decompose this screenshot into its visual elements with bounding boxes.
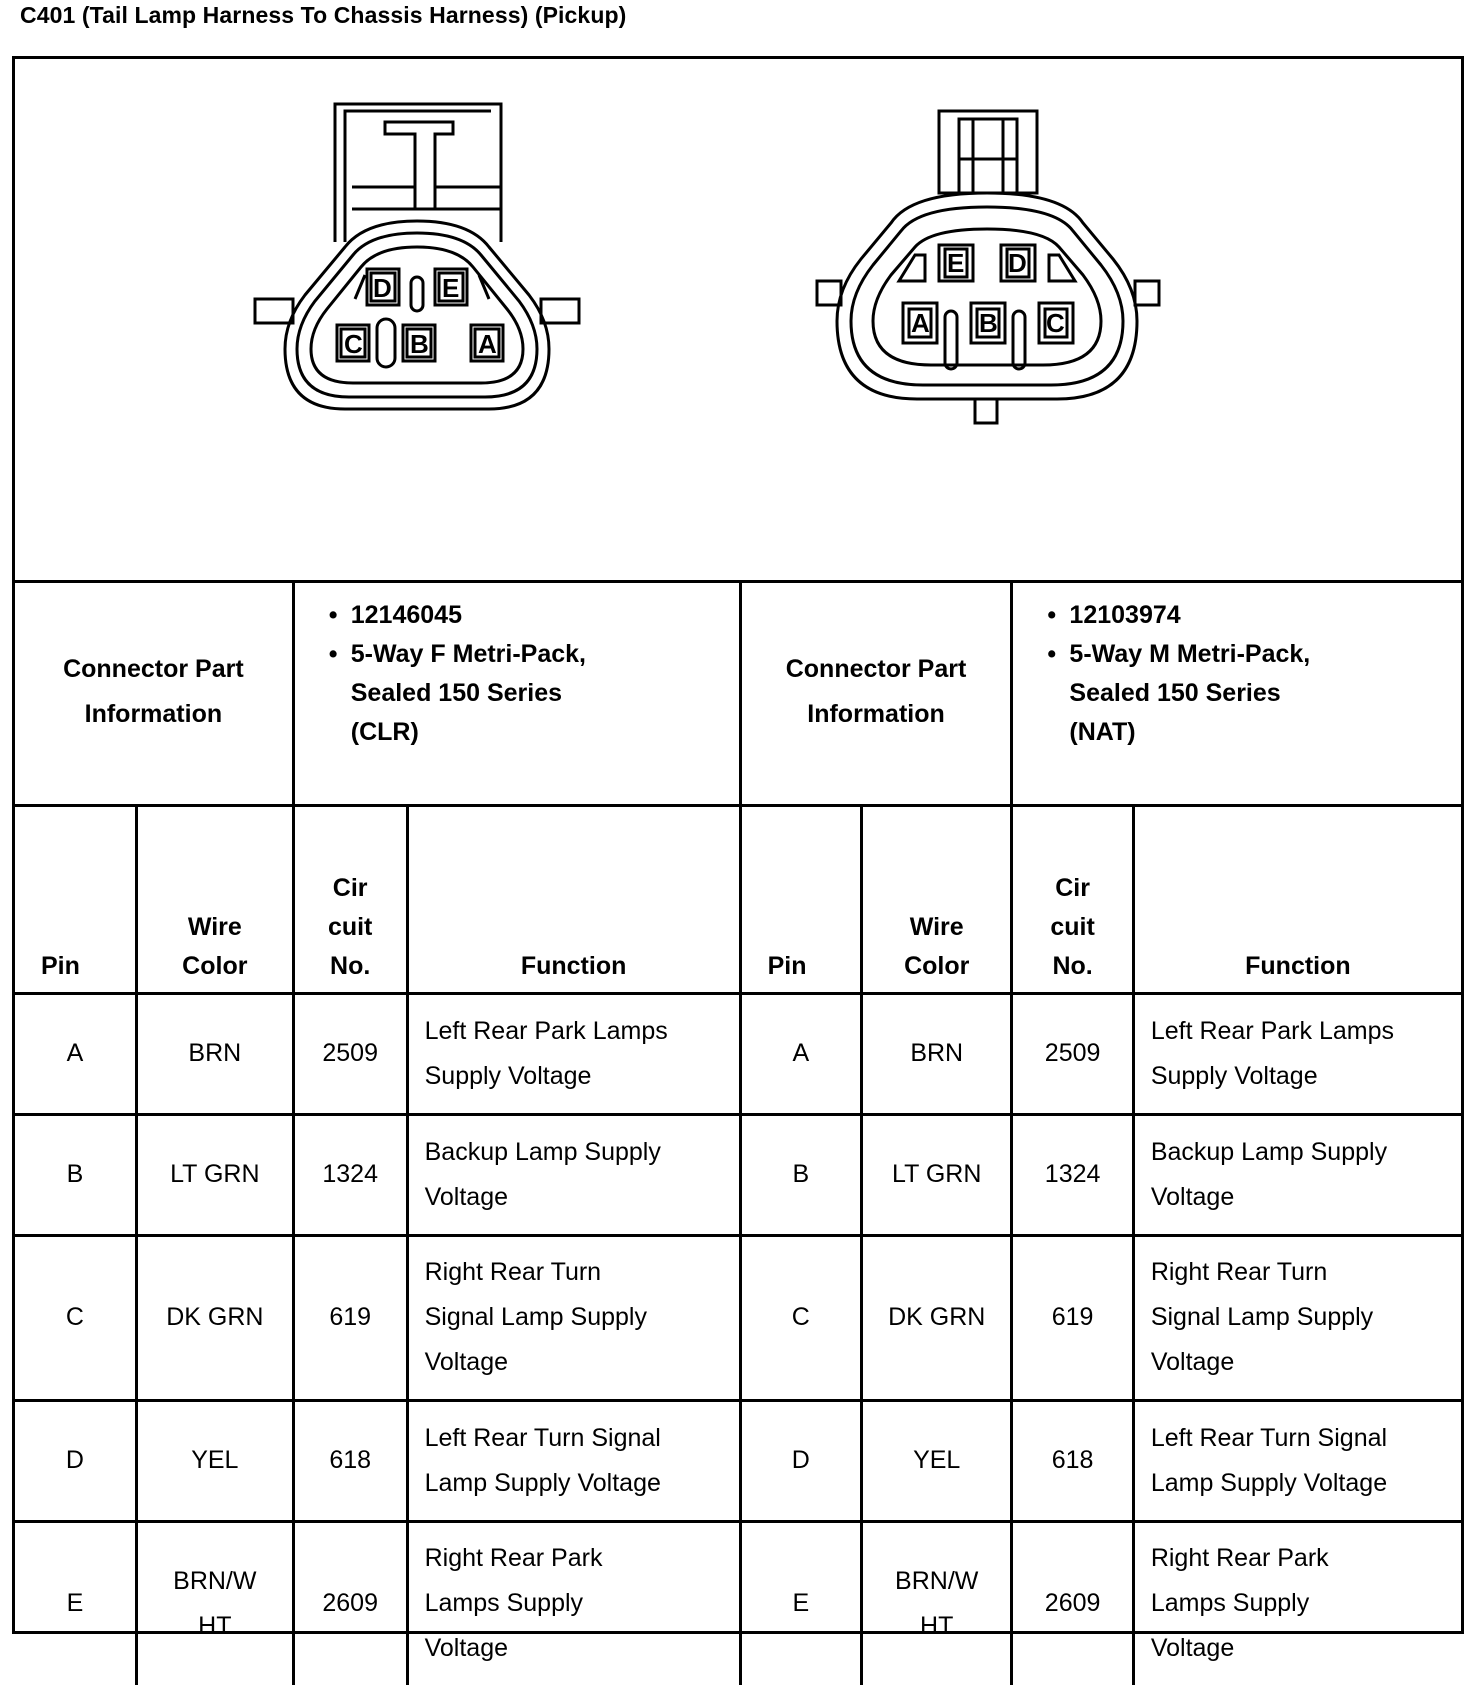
circuit-cell: 1324: [293, 1114, 407, 1235]
left-part-number: 12146045: [350, 601, 462, 629]
table-row: [15, 1521, 1461, 1685]
header-pin: Pin: [740, 805, 861, 993]
wire-color-cell: BRN: [862, 993, 1012, 1114]
header-function: Function: [407, 805, 740, 993]
circuit-cell: 618: [1012, 1400, 1133, 1521]
left-connector-info: • 12146045 • 5-Way F Metri-Pack, Sealed 150 Series (CLR): [293, 580, 740, 805]
wire-color-cell: YEL: [862, 1400, 1012, 1521]
wire-color-cell: DK GRN: [136, 1235, 293, 1400]
header-wire-color: Wire Color: [862, 805, 1012, 993]
function-cell: Right Rear Turn Signal Lamp Supply Voltage: [1133, 1235, 1461, 1400]
function-cell: Left Rear Park Lamps Supply Voltage: [1133, 993, 1461, 1114]
right-connector-info-label: Connector Part Information: [740, 580, 1012, 805]
header-pin: Pin: [15, 805, 136, 993]
left-cavity-label: E: [442, 273, 460, 303]
circuit-cell: 2609: [293, 1521, 407, 1685]
left-cavity-label: A: [478, 329, 497, 359]
wire-color-cell: LT GRN: [136, 1114, 293, 1235]
circuit-cell: 1324: [1012, 1114, 1133, 1235]
pin-cell: C: [740, 1235, 861, 1400]
header-circuit-no: Cir cuit No.: [1012, 805, 1133, 993]
wire-color-cell: BRN: [136, 993, 293, 1114]
left-part-description: 5-Way F Metri-Pack, Sealed 150 Series (CLR): [350, 640, 587, 746]
circuit-cell: 2609: [1012, 1521, 1133, 1685]
pin-cell: C: [15, 1235, 136, 1400]
header-circuit-no: Cir cuit No.: [293, 805, 407, 993]
pinout-table: [15, 580, 1461, 1685]
table-row: [15, 1114, 1461, 1235]
function-cell: Backup Lamp Supply Voltage: [407, 1114, 740, 1235]
right-cavity-label: D: [1008, 248, 1027, 278]
header-function: Function: [1133, 805, 1461, 993]
function-cell: Backup Lamp Supply Voltage: [1133, 1114, 1461, 1235]
left-connector-info-label: Connector Part Information: [15, 580, 293, 805]
pin-cell: E: [740, 1521, 861, 1685]
right-connector-info: • 12103974 • 5-Way M Metri-Pack, Sealed 150 Series (NAT): [1012, 580, 1461, 805]
right-cavity-label: B: [979, 308, 998, 338]
right-part-description: 5-Way M Metri-Pack, Sealed 150 Series (NAT): [1069, 640, 1311, 746]
connector-info-row: [15, 580, 1461, 805]
function-cell: Left Rear Turn Signal Lamp Supply Voltage: [407, 1400, 740, 1521]
function-cell: Right Rear Park Lamps Supply Voltage: [1133, 1521, 1461, 1685]
table-row: [15, 1235, 1461, 1400]
pin-cell: D: [740, 1400, 861, 1521]
left-cavity-label: B: [410, 329, 429, 359]
pin-cell: A: [740, 993, 861, 1114]
right-cavity-label: A: [911, 308, 930, 338]
circuit-cell: 619: [293, 1235, 407, 1400]
function-cell: Left Rear Turn Signal Lamp Supply Voltage: [1133, 1400, 1461, 1521]
wire-color-cell: LT GRN: [862, 1114, 1012, 1235]
right-cavity-label: E: [947, 248, 965, 278]
column-header-row: [15, 805, 1461, 993]
pin-cell: A: [15, 993, 136, 1114]
connector-sheet: [12, 56, 1464, 1663]
page-title: C401 (Tail Lamp Harness To Chassis Harness) (Pickup): [20, 2, 627, 28]
circuit-cell: 618: [293, 1400, 407, 1521]
pin-cell: B: [15, 1114, 136, 1235]
table-row: [15, 993, 1461, 1114]
left-connector-drawing: [255, 104, 579, 409]
pin-cell: B: [740, 1114, 861, 1235]
header-wire-color: Wire Color: [136, 805, 293, 993]
function-cell: Right Rear Turn Signal Lamp Supply Voltage: [407, 1235, 740, 1400]
circuit-cell: 619: [1012, 1235, 1133, 1400]
right-part-number: 12103974: [1069, 601, 1181, 629]
function-cell: Left Rear Park Lamps Supply Voltage: [407, 993, 740, 1114]
right-connector-drawing: [817, 111, 1159, 423]
wire-color-cell: BRN/WHT: [136, 1521, 293, 1685]
circuit-cell: 2509: [293, 993, 407, 1114]
pin-cell: E: [15, 1521, 136, 1685]
connector-diagrams: [15, 59, 1461, 580]
wire-color-cell: YEL: [136, 1400, 293, 1521]
connector-diagram-area: [15, 59, 1461, 583]
function-cell: Right Rear Park Lamps Supply Voltage: [407, 1521, 740, 1685]
pin-cell: D: [15, 1400, 136, 1521]
left-cavity-label: D: [373, 273, 392, 303]
left-cavity-label: C: [344, 329, 363, 359]
wire-color-cell: BRN/WHT: [862, 1521, 1012, 1685]
circuit-cell: 2509: [1012, 993, 1133, 1114]
table-row: [15, 1400, 1461, 1521]
wire-color-cell: DK GRN: [862, 1235, 1012, 1400]
right-cavity-label: C: [1046, 308, 1065, 338]
